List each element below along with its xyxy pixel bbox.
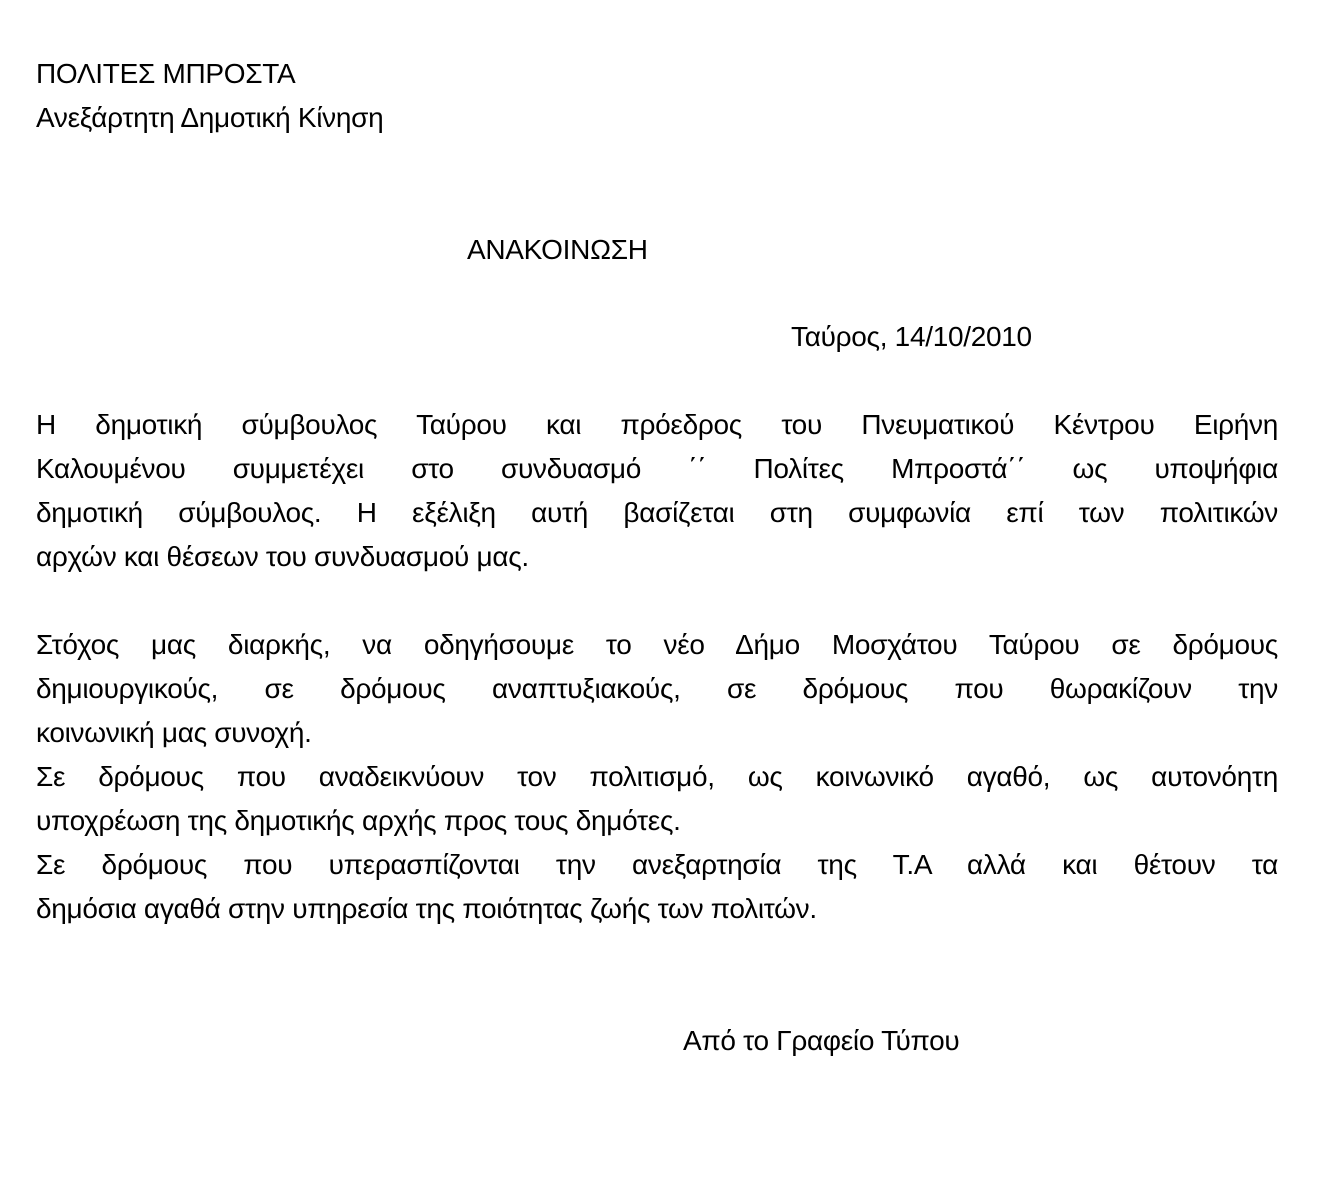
paragraph-line: Καλουμένου συμμετέχει στο συνδυασμό ΄΄ Πολίτες Μπροστά΄΄ ως υποψήφια — [36, 453, 1278, 484]
paragraph-line: δημοτική σύμβουλος. Η εξέλιξη αυτή βασίζεται στη συμφωνία επί των πολιτικών — [36, 497, 1278, 528]
place-date: Ταύρος, 14/10/2010 — [791, 321, 1032, 352]
paragraph-line: αρχών και θέσεων του συνδυασμού μας. — [36, 541, 529, 572]
paragraph-line: δημόσια αγαθά στην υπηρεσία της ποιότητας ζωής των πολιτών. — [36, 893, 817, 924]
document-title: ΑΝΑΚΟΙΝΩΣΗ — [467, 234, 648, 265]
paragraph-line: Η δημοτική σύμβουλος Ταύρου και πρόεδρος του Πνευματικού Κέντρου Ειρήνη — [36, 409, 1278, 440]
organization-name: ΠΟΛΙΤΕΣ ΜΠΡΟΣΤΑ — [36, 58, 296, 89]
organization-subtitle: Ανεξάρτητη Δημοτική Κίνηση — [36, 102, 384, 133]
paragraph-line: Στόχος μας διαρκής, να οδηγήσουμε το νέο Δήμο Μοσχάτου Ταύρου σε δρόμους — [36, 629, 1278, 660]
paragraph-line: κοινωνική μας συνοχή. — [36, 717, 312, 748]
paragraph-line: Σε δρόμους που υπερασπίζονται την ανεξαρτησία της Τ.Α αλλά και θέτουν τα — [36, 849, 1278, 880]
paragraph-line: δημιουργικούς, σε δρόμους αναπτυξιακούς, σε δρόμους που θωρακίζουν την — [36, 673, 1278, 704]
paragraph-line: υποχρέωση της δημοτικής αρχής προς τους δημότες. — [36, 805, 681, 836]
paragraph-line: Σε δρόμους που αναδεικνύουν τον πολιτισμό, ως κοινωνικό αγαθό, ως αυτονόητη — [36, 761, 1278, 792]
signature: Από το Γραφείο Τύπου — [683, 1025, 960, 1056]
